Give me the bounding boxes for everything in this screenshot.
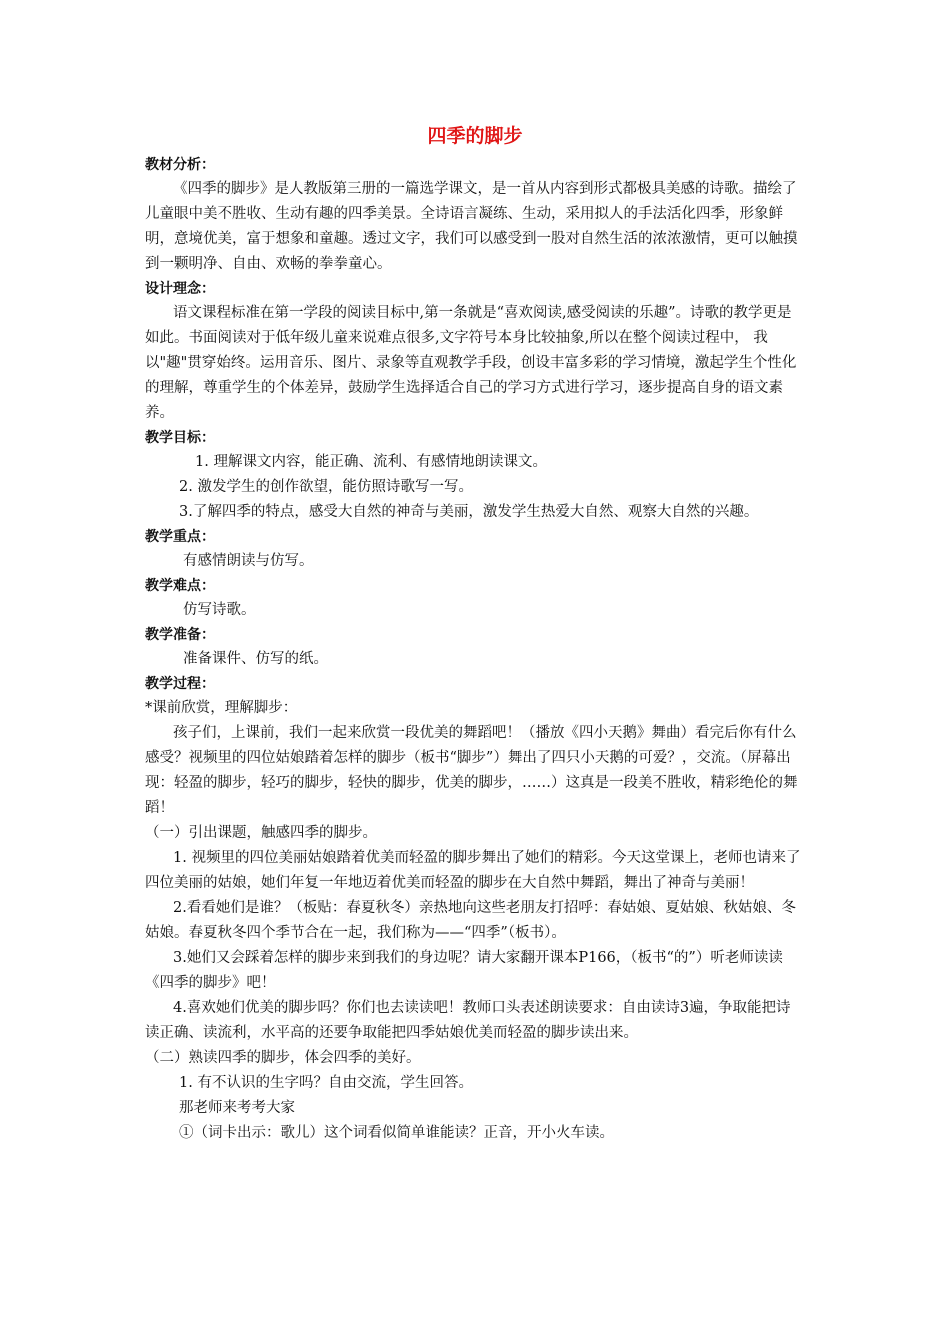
page-title: 四季的脚步: [427, 125, 523, 147]
process-step-2: 2.看看她们是谁？（板贴：春夏秋冬）亲热地向这些老朋友打招呼：春姑娘、夏姑娘、秋姑娘、冬姑娘。春夏秋冬四个季节合在一起，我们称为——“四季”（板书）。: [145, 900, 796, 941]
section-heading-key-points: 教学重点：: [145, 529, 215, 545]
analysis-paragraph: 《四季的脚步》是人教版第三册的一篇选学课文，是一首从内容到形式都极具美感的诗歌。描绘了儿童眼中美不胜收、生动有趣的四季美景。全诗语言凝练、生动，采用拟人的手法活化四季，形象鲜明，意境优美，富于想象和童趣。透过文字，我们可以感受到一股对自然生活的浓浓激情，更可以触摸到一颗明净、自由、欢畅的拳拳童心。: [145, 181, 798, 272]
key-points-text: 有感情朗读与仿写。: [183, 553, 314, 569]
concept-paragraph: 语文课程标准在第一学段的阅读目标中,第一条就是“喜欢阅读,感受阅读的乐趣”。诗歌的教学更是如此。书面阅读对于低年级儿童来说难点很多,文字符号本身比较抽象,所以在整个阅读过程中， 我以"趣"贯穿始终。运用音乐、图片、录象等直观教学手段，创设丰富多彩的学习情境，激起学生个性化的理解，尊重学生的个体差异，鼓励学生选择适合自己的学习方式进行学习，逐步提高自身的语文素养。: [145, 305, 797, 421]
section-heading-concept: 设计理念：: [145, 281, 215, 297]
section-heading-difficulties: 教学难点：: [145, 578, 215, 594]
process-question-1-card: ①（词卡出示：歌儿）这个词看似简单谁能读？正音，开小火车读。: [179, 1125, 614, 1141]
process-part-2-title: （二）熟读四季的脚步，体会四季的美好。: [145, 1050, 421, 1066]
process-part-1-title: （一）引出课题，触感四季的脚步。: [145, 825, 377, 841]
process-step-4: 4.喜欢她们优美的脚步吗？你们也去读读吧！教师口头表述朗读要求：自由读诗3遍，争取能把诗读正确、读流利，水平高的还要争取能把四季姑娘优美而轻盈的脚步读出来。: [145, 1000, 791, 1041]
section-heading-preparation: 教学准备：: [145, 627, 215, 643]
process-pre-paragraph: 孩子们，上课前，我们一起来欣赏一段优美的舞蹈吧！（播放《四小天鹅》舞曲）看完后你有什么感受？视频里的四位姑娘踏着怎样的脚步（板书“脚步”）舞出了四只小天鹅的可爱？，交流。（屏幕出现：轻盈的脚步，轻巧的脚步，轻快的脚步，优美的脚步，……）这真是一段美不胜收，精彩绝伦的舞蹈！: [145, 725, 798, 816]
process-step-3: 3.她们又会踩着怎样的脚步来到我们的身边呢？请大家翻开课本P166，（板书“的”）听老师读读《四季的脚步》吧！: [145, 950, 783, 991]
difficulties-text: 仿写诗歌。: [183, 602, 256, 618]
preparation-text: 准备课件、仿写的纸。: [183, 651, 328, 667]
process-question-1: 1. 有不认识的生字吗？自由交流，学生回答。: [179, 1075, 473, 1091]
section-heading-analysis: 教材分析：: [145, 157, 215, 173]
section-heading-process: 教学过程：: [145, 676, 215, 692]
objective-item-3: 3.了解四季的特点，感受大自然的神奇与美丽，激发学生热爱大自然、观察大自然的兴趣。: [179, 504, 759, 520]
objective-item-1: 1. 理解课文内容，能正确、流利、有感情地朗读课文。: [195, 454, 547, 470]
document-body: [145, 124, 805, 1146]
process-pre-title: *课前欣赏，理解脚步：: [145, 700, 298, 716]
process-question-1-note: 那老师来考考大家: [179, 1100, 295, 1116]
process-step-1: 1. 视频里的四位美丽姑娘踏着优美而轻盈的脚步舞出了她们的精彩。今天这堂课上，老师也请来了四位美丽的姑娘，她们年复一年地迈着优美而轻盈的脚步在大自然中舞蹈，舞出了神奇与美丽！: [145, 850, 801, 891]
section-heading-objectives: 教学目标：: [145, 430, 215, 446]
objective-item-2: 2. 激发学生的创作欲望，能仿照诗歌写一写。: [179, 479, 473, 495]
